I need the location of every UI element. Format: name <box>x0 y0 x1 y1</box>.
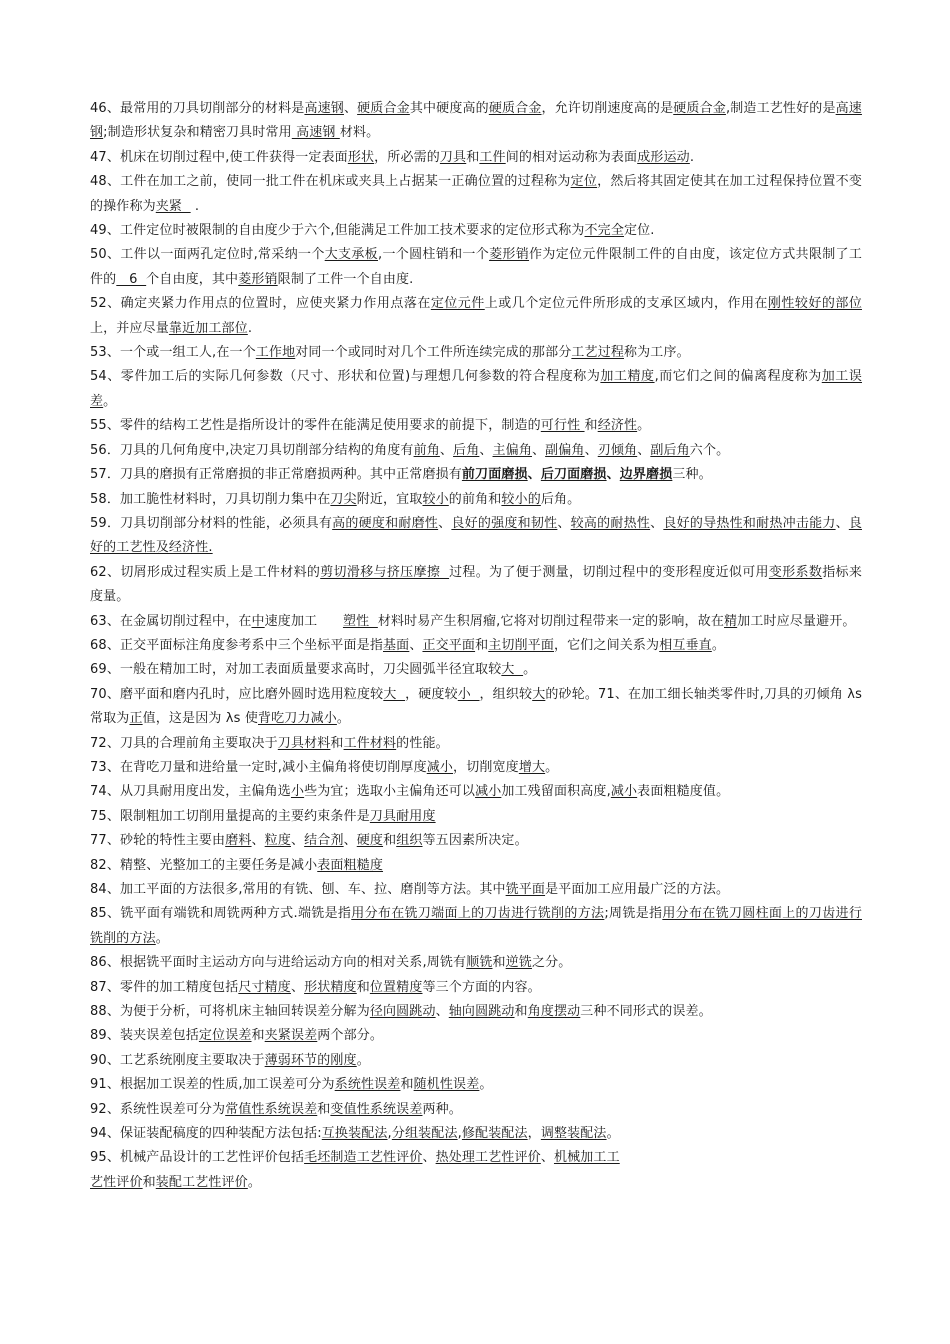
question-text: ，切削宽度 <box>453 759 519 775</box>
question-text: 和 <box>251 1028 265 1044</box>
question-item <box>90 634 862 658</box>
question-item <box>90 1122 862 1146</box>
question-text: ，它们之间关系为 <box>554 637 660 653</box>
question-text: 六个。 <box>689 442 730 458</box>
question-text: ;周铣是指 <box>604 906 663 922</box>
answer-blank: 薄弱环节的刚度 <box>264 1052 357 1068</box>
question-text: 88、为便于分析，可将机床主轴回转误差分解为 <box>90 1004 370 1020</box>
answer-blank: 互换装配法 <box>321 1126 388 1142</box>
question-item <box>90 976 862 1000</box>
answer-blank: 磨料 <box>225 833 252 849</box>
question-text: 55、零件的结构工艺性是指所设计的零件在能满足使用要求的前提下，制造的 <box>90 418 541 434</box>
answer-blank: 精 <box>724 613 738 629</box>
question-text: 等五因素所决定。 <box>422 833 528 849</box>
question-text: 三种不同形式的误差。 <box>580 1004 712 1020</box>
question-text: 值，这是因为 λs 使 <box>142 711 258 727</box>
question-text: 、 <box>422 1150 436 1166</box>
question-text: 指标来度量。 <box>90 564 862 605</box>
question-item <box>90 780 862 804</box>
question-item <box>90 756 862 780</box>
answer-blank: 副后角 <box>650 442 690 458</box>
question-text: 94、保证装配稿度的四种装配方法包括: <box>90 1126 322 1142</box>
question-item <box>90 683 867 732</box>
question-text: 。 <box>336 711 351 727</box>
question-text: 上或几个定位元件所形成的支承区域内，作用在 <box>484 296 768 312</box>
question-text: 和 <box>492 955 506 971</box>
answer-blank: 大 <box>532 686 546 702</box>
answer-blank: 主偏角 <box>492 442 532 458</box>
answer-blank: 随机性误差 <box>413 1077 480 1093</box>
answer-blank: 分组装配法 <box>391 1126 458 1142</box>
question-text: 85、铣平面有端铣和周铣两种方式.端铣是指 <box>90 906 352 922</box>
question-text: 附近，宜取 <box>356 491 423 507</box>
question-item <box>90 1000 862 1024</box>
question-text: 和 <box>584 418 598 434</box>
answer-blank: 常值性系统误差 <box>225 1101 318 1117</box>
answer-blank: 定位误差 <box>198 1028 252 1044</box>
question-text: 。 <box>711 637 725 653</box>
question-item <box>90 878 862 902</box>
question-text: 加工残留面积高度, <box>501 784 611 800</box>
question-text: 、 <box>439 442 454 458</box>
answer-blank: 调整装配法 <box>540 1126 607 1142</box>
answer-blank: 高速钢 <box>291 125 340 141</box>
question-text: 、 <box>835 515 849 531</box>
bold-text <box>607 467 620 482</box>
answer-blank: 正 <box>129 711 143 727</box>
bold-text <box>541 467 607 482</box>
question-text: 和 <box>466 149 480 165</box>
answer-blank: 高速钢 <box>90 101 862 141</box>
question-text: 。 <box>606 1126 620 1142</box>
answer-blank: 主切削平面 <box>488 637 554 653</box>
question-text: 77、砂轮的特性主要由 <box>90 833 226 849</box>
question-item <box>90 146 862 170</box>
question-item <box>90 1049 862 1073</box>
answer-blank: 小 <box>457 686 480 702</box>
question-item <box>90 1146 862 1195</box>
question-text: 、 <box>637 442 651 458</box>
answer-blank: 中 <box>251 613 265 629</box>
question-text: ，然后将其固定使其在加工过程保持位置不变的操作称为 <box>90 174 862 214</box>
answer-blank: 高的硬度和耐磨性 <box>332 515 439 531</box>
question-text: 之分。 <box>531 955 572 971</box>
question-text: 54、零件加工后的实际几何参数（尺寸、形状和位置)与理想几何参数的符合程度称为 <box>90 369 601 385</box>
answer-blank: 刀具 <box>439 149 467 165</box>
answer-blank: 结合剂 <box>304 833 344 849</box>
question-text: ，组织较 <box>479 686 533 702</box>
question-item <box>90 561 862 610</box>
question-text: 的性能。 <box>396 735 449 751</box>
answer-blank: 增大 <box>518 759 546 775</box>
question-text: 92、系统性误差可分为 <box>90 1101 226 1117</box>
question-text: 、 <box>527 467 541 483</box>
answer-blank: 加工精度 <box>600 369 655 385</box>
answer-blank: 剪切滑移与挤压摩擦 <box>320 564 450 580</box>
question-text: 95、机械产品设计的工艺性评价包括 <box>90 1150 305 1166</box>
answer-blank: 热处理工艺性评价 <box>435 1150 541 1166</box>
question-item <box>90 292 862 341</box>
question-text: 68、正交平面标注角度参考系中三个坐标平面是指 <box>90 637 383 653</box>
question-item <box>90 463 862 487</box>
question-text: 三种。 <box>672 467 712 483</box>
answer-blank: 大支承板 <box>324 247 378 263</box>
answer-blank: 边界磨损 <box>619 467 673 483</box>
question-text: 两个部分。 <box>317 1028 384 1044</box>
answer-blank: 较小的 <box>501 491 541 507</box>
question-text: 50、工件以一面两孔定位时,常采纳一个 <box>90 247 325 263</box>
answer-blank: 变值性系统误差 <box>330 1101 423 1117</box>
answer-blank: 角度摆动 <box>527 1004 581 1020</box>
question-text: 87、零件的加工精度包括 <box>90 979 239 995</box>
question-text: 、 <box>290 979 305 995</box>
answer-blank: 毛坯制造工艺性评价 <box>304 1150 423 1166</box>
document-page <box>90 97 867 1195</box>
answer-blank: 硬度 <box>356 833 384 849</box>
question-item <box>90 170 862 219</box>
question-text: 59．刀具切削部分材料的性能，必须具有 <box>90 515 333 531</box>
question-text: 和 <box>356 979 370 995</box>
question-item <box>90 219 862 243</box>
question-text: 个自由度，其中 <box>146 271 239 287</box>
question-text: 、 <box>290 833 305 849</box>
question-text: 和 <box>142 1174 156 1190</box>
answer-blank: 装配工艺性评价 <box>155 1174 248 1190</box>
question-text: 、 <box>435 1004 449 1020</box>
question-text: 56．刀具的几何角度中,决定刀具切削部分结构的角度有 <box>90 442 414 458</box>
question-text: , <box>387 1126 392 1142</box>
answer-blank: 表面粗糙度 <box>317 857 384 873</box>
question-text: 是平面加工应用最广泛的方法。 <box>545 882 730 897</box>
question-text: 58．加工脆性材料时，刀具切削力集中在 <box>90 491 331 507</box>
question-text: 、 <box>557 515 571 531</box>
answer-blank: 硬质合金 <box>488 101 542 116</box>
question-text: 82、精整、光整加工的主要任务是减小 <box>90 857 318 873</box>
answer-blank: 艺性评价 <box>90 1174 143 1190</box>
question-text: ,制造工艺性好的是 <box>725 101 836 116</box>
question-text: 74、从刀具耐用度出发，主偏角选 <box>90 784 291 800</box>
question-text: 。 <box>637 418 651 434</box>
answer-blank: 后刀面磨损 <box>540 467 607 483</box>
question-text: 表面粗糙度值。 <box>637 784 730 800</box>
question-text: 对同一个或同时对几个工件所连续完成的那部分 <box>295 345 572 361</box>
question-text: 、 <box>343 833 357 849</box>
question-text: 。 <box>523 662 537 678</box>
question-text: . <box>190 198 200 214</box>
answer-blank: 菱形销 <box>489 247 530 263</box>
answer-blank: 加工误差 <box>90 369 862 409</box>
question-text: 63、在金属切削过程中，在 <box>90 613 252 629</box>
answer-blank: 正交平面 <box>422 637 476 653</box>
question-item <box>90 732 862 756</box>
question-text: 和 <box>400 1077 414 1093</box>
answer-blank: 刀尖 <box>330 491 357 507</box>
question-item <box>90 902 862 951</box>
question-text: 。 <box>155 930 169 946</box>
answer-blank: 定位 <box>570 174 598 190</box>
answer-blank: 小 <box>290 784 305 800</box>
question-item <box>90 97 862 146</box>
question-text: 、 <box>438 515 452 531</box>
question-text: . <box>689 149 695 165</box>
question-item <box>90 658 862 682</box>
question-item <box>90 439 862 463</box>
answer-blank: 工件 <box>479 149 506 165</box>
question-text: 、 <box>479 442 493 458</box>
question-text: , <box>457 1126 462 1142</box>
question-text: 75、限制粗加工切削用量提高的主要约束条件是 <box>90 808 370 824</box>
answer-blank: 径向圆跳动 <box>369 1004 436 1020</box>
question-text: 46、最常用的刀具切削部分的材料是 <box>90 101 305 116</box>
question-text: 后角。 <box>540 491 581 507</box>
question-item <box>90 512 862 561</box>
answer-blank: 刚性较好的部位 <box>767 296 862 312</box>
question-text: 86、根据铣平面时主运动方向与进给运动方向的相对关系,周铣有 <box>90 955 467 971</box>
answer-blank: 经济性 <box>597 418 638 434</box>
answer-blank: 工件材料 <box>343 735 397 751</box>
question-text: 52、确定夹紧力作用点的位置时，应使夹紧力作用点落在 <box>90 296 431 312</box>
answer-blank: 形状精度 <box>304 979 357 995</box>
question-text: ，所必需的 <box>374 149 440 165</box>
question-text: 69、一般在精加工时，对加工表面质量要求高时，刀尖圆弧半径宜取较 <box>90 662 502 678</box>
question-text: 、 <box>606 467 620 483</box>
question-text: 和 <box>383 833 397 849</box>
answer-blank: 基面 <box>383 637 410 653</box>
answer-blank: 形状 <box>347 149 375 165</box>
answer-blank: 6 <box>116 271 147 287</box>
question-text: 些为宜；选取小主偏角还可以 <box>304 784 476 800</box>
answer-blank: 系统性误差 <box>334 1077 401 1093</box>
question-text: 两种。 <box>422 1101 462 1117</box>
answer-blank: 顺铣 <box>466 955 493 971</box>
answer-blank: 修配装配法 <box>461 1126 528 1142</box>
question-text: ， <box>527 1126 541 1142</box>
question-text: 过程。为了便于测量，切削过程中的变形程度近似可用 <box>449 564 769 580</box>
bold-text <box>620 467 673 482</box>
bold-text <box>462 467 528 482</box>
question-item <box>90 951 862 975</box>
answer-blank: 大 <box>501 662 524 678</box>
answer-blank: 位置精度 <box>369 979 423 995</box>
answer-blank: 相互垂直 <box>659 637 712 653</box>
answer-blank: 减小 <box>610 784 638 800</box>
answer-blank: 工艺过程 <box>571 345 624 361</box>
question-text: 和 <box>514 1004 528 1020</box>
question-text: 定位. <box>623 223 655 239</box>
answer-blank: 尺寸精度 <box>238 979 291 995</box>
answer-blank: 靠近加工部位 <box>168 320 248 336</box>
answer-blank: 副偏角 <box>545 442 585 458</box>
question-item <box>90 414 862 438</box>
question-text: 。 <box>479 1077 493 1093</box>
answer-blank: 菱形销 <box>238 271 278 287</box>
question-text: 间的相对运动称为表面 <box>505 149 638 165</box>
answer-blank: 不完全 <box>584 223 624 239</box>
answer-blank: 刃倾角 <box>597 442 638 458</box>
question-text: 、 <box>343 101 358 116</box>
question-text: 速度加工 <box>264 613 343 629</box>
question-text: 48、工件在加工之前，使同一批工件在机床或夹具上占据某一正确位置的过程称为 <box>90 174 571 190</box>
answer-blank: 减小 <box>475 784 502 800</box>
question-text: ,而它们之间的偏离程度称为 <box>654 369 822 385</box>
question-text: ,一个圆柱销和一个 <box>378 247 490 263</box>
question-text: 53、一个或一组工人,在一个 <box>90 345 256 361</box>
question-text: 。 <box>247 1174 261 1190</box>
question-text: 、 <box>409 637 423 653</box>
question-text: . <box>247 320 253 336</box>
bold-text <box>528 467 541 482</box>
question-text: ，硬度较 <box>405 686 458 702</box>
question-text: 等三个方面的内容。 <box>422 979 541 995</box>
question-item <box>90 365 862 414</box>
question-text: ，允许切削速度高的是 <box>541 101 674 116</box>
answer-blank: 较高的耐热性 <box>570 515 651 531</box>
answer-blank: 前角 <box>413 442 440 458</box>
question-text: 和 <box>475 637 489 653</box>
answer-blank: 后角 <box>453 442 480 458</box>
answer-blank: 定位元件 <box>430 296 485 312</box>
answer-blank: 良好的工艺性及经济性. <box>90 515 862 556</box>
question-text: 91、根据加工误差的性质,加工误差可分为 <box>90 1077 335 1093</box>
question-item <box>90 488 862 512</box>
question-text: 。 <box>545 759 559 775</box>
question-item <box>90 1073 862 1097</box>
answer-blank: 逆铣 <box>505 955 532 971</box>
question-text: 的砂轮。71、在加工细长轴类零件时,刀具的刃倾角 λs 常取为 <box>90 686 867 727</box>
question-text: 。 <box>103 393 117 409</box>
answer-blank: 变形系数 <box>768 564 823 580</box>
answer-blank: 铣平面 <box>505 882 546 897</box>
answer-blank: 夹紧误差 <box>264 1028 318 1044</box>
answer-blank: 轴向圆跳动 <box>448 1004 515 1020</box>
question-item <box>90 829 862 853</box>
question-text: 70、磨平面和磨内孔时，应比磨外圆时选用粒度较 <box>90 686 384 702</box>
question-text: 84、加工平面的方法很多,常用的有铣、刨、车、拉、磨削等方法。其中 <box>90 882 506 897</box>
answer-blank: 机械加工工 <box>553 1150 620 1166</box>
question-text: 材料。 <box>339 125 380 141</box>
question-text: 材料时易产生积屑瘤,它将对切削过程带来一定的影响，故在 <box>377 613 725 629</box>
answer-blank: 刀具材料 <box>277 735 331 751</box>
answer-blank: 良好的导热性和耐热冲击能力 <box>663 515 836 531</box>
answer-blank: 用分布在铣刀端面上的刀齿进行铣削的方法 <box>351 906 605 922</box>
question-text: 的前角和 <box>448 491 502 507</box>
question-text: 72、刀具的合理前角主要取决于 <box>90 735 278 751</box>
answer-blank: 可行性 <box>540 418 585 434</box>
question-text: 限制了工件一个自由度. <box>277 271 414 287</box>
question-text: 和 <box>317 1101 331 1117</box>
question-text: 称为工序。 <box>624 345 690 361</box>
answer-blank: 硬质合金 <box>673 101 726 116</box>
question-text: 、 <box>531 442 546 458</box>
question-item <box>90 805 862 829</box>
answer-blank: 塑性 <box>342 613 378 629</box>
question-list <box>90 97 867 1195</box>
question-text: 49、工件定位时被限制的自由度少于六个,但能满足工件加工技术要求的定位形式称为 <box>90 223 585 239</box>
answer-blank: 粒度 <box>264 833 291 849</box>
question-item <box>90 243 862 292</box>
question-item <box>90 854 862 878</box>
answer-blank: 成形运动 <box>637 149 690 165</box>
answer-blank: 背吃刀力减小 <box>258 711 337 727</box>
question-text: 89、装夹误差包括 <box>90 1028 199 1044</box>
question-text: 。 <box>356 1052 370 1068</box>
question-item <box>90 341 862 365</box>
question-text: 其中硬度高的 <box>409 101 489 116</box>
answer-blank: 夹紧 <box>155 198 191 214</box>
question-text: 57．刀具的磨损有正常磨损的非正常磨损两种。其中正常磨损有 <box>90 467 462 483</box>
answer-blank: 用分布在铣刀圆柱面上的刀齿进行铣削的方法 <box>90 906 862 946</box>
question-text: 、 <box>584 442 598 458</box>
answer-blank: 硬质合金 <box>357 101 410 116</box>
question-item <box>90 610 862 634</box>
answer-blank: 工作地 <box>255 345 296 361</box>
question-text: 加工时应尽量避开。 <box>737 613 856 629</box>
question-text: 、 <box>540 1150 554 1166</box>
answer-blank: 减小 <box>426 759 454 775</box>
question-text: 47、机床在切削过程中,使工件获得一定表面 <box>90 149 348 165</box>
question-text: ;制造形状复杂和精密刀具时常用 <box>103 125 292 141</box>
question-text: 上，并应尽量 <box>90 320 169 336</box>
answer-blank: 刀具耐用度 <box>369 808 436 824</box>
question-item <box>90 1024 862 1048</box>
question-text: 、 <box>650 515 664 531</box>
question-text: 73、在背吃刀量和进给量一定时,减小主偏角将使切削厚度 <box>90 759 427 775</box>
answer-blank: 前刀面磨损 <box>461 467 528 483</box>
answer-blank: 良好的强度和韧性 <box>451 515 558 531</box>
question-text: 、 <box>251 833 265 849</box>
answer-blank: 较小 <box>422 491 449 507</box>
answer-blank: 大 <box>383 686 406 702</box>
answer-blank: 组织 <box>396 833 423 849</box>
question-text: 和 <box>330 735 344 751</box>
question-text: 作为定位元件限制工件的自由度，该定位方式共限制了工件的 <box>90 247 863 287</box>
answer-blank: 高速钢 <box>304 101 344 116</box>
question-text: 90、工艺系统刚度主要取决于 <box>90 1052 265 1068</box>
question-text: 62、切屑形成过程实质上是工件材料的 <box>90 564 321 580</box>
question-item <box>90 1098 862 1122</box>
